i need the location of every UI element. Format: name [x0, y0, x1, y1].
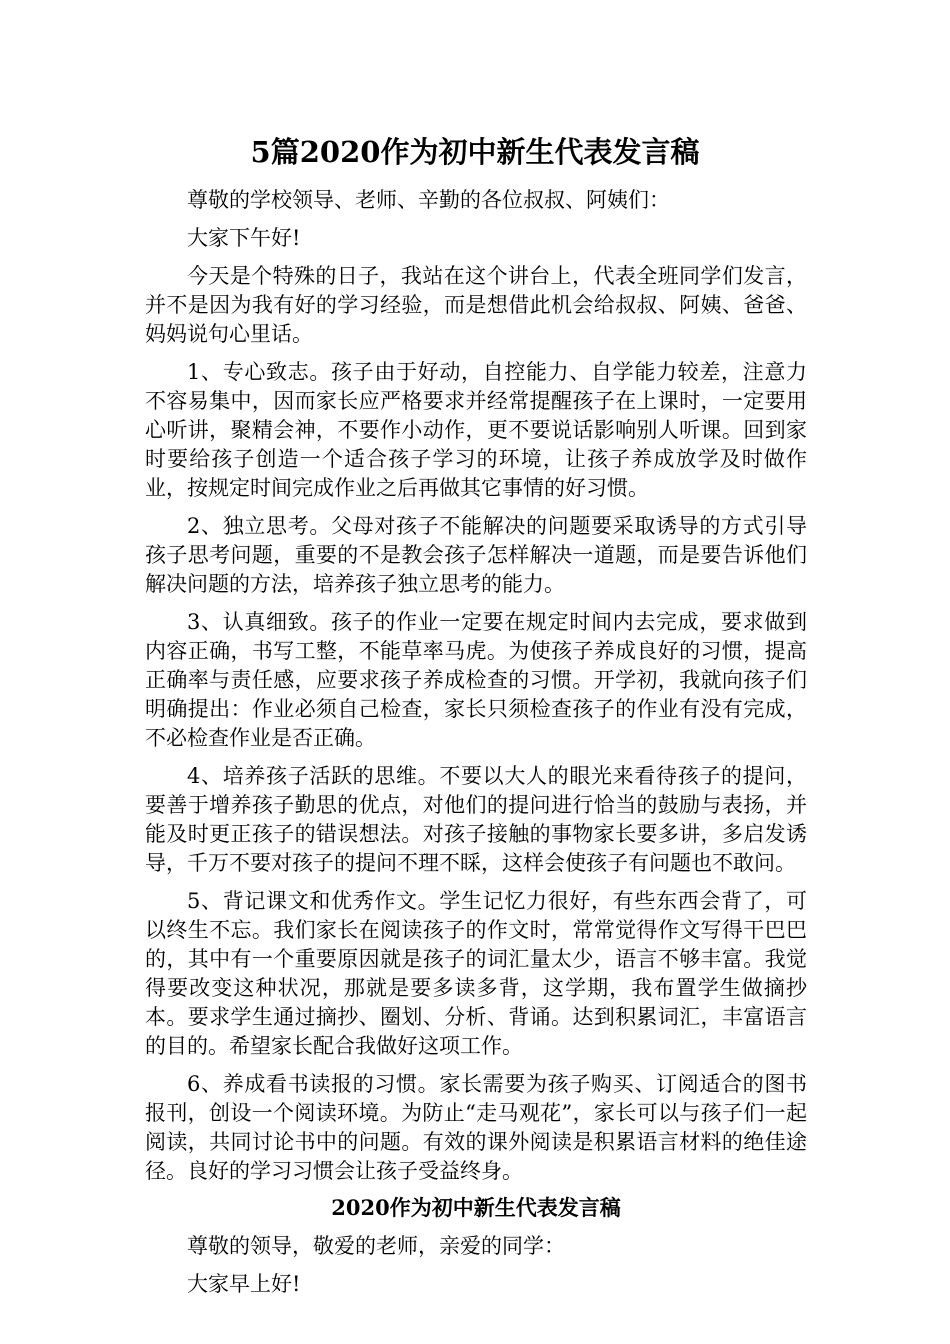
paragraph-salutation-2: 尊敬的领导，敬爱的老师，亲爱的同学： [187, 1234, 565, 1258]
paragraph-point-2: 2、独立思考。父母对孩子不能解决的问题要采取诱导的方式引导孩子思考问题，重要的不是教会孩子怎样解决一道题，而是要告诉他们解决问题的方法，培养孩子独立思考的能力。 [145, 514, 807, 596]
paragraph-point-1: 1、专心致志。孩子由于好动，自控能力、自学能力较差，注意力不容易集中，因而家长应严格要求并经常提醒孩子在上课时，一定要用心听讲，聚精会神，不要作小动作，更不要说话影响别人听课。回到家时要给孩子创造一个适合孩子学习的环境，让孩子养成放学及时做作业，按规定时间完成作业之后再做其它事情的好习惯。 [145, 360, 807, 500]
paragraph-point-6: 6、养成看书读报的习惯。家长需要为孩子购买、订阅适合的图书报刊，创设一个阅读环境。为防止“走马观花”，家长可以与孩子们一起阅读，共同讨论书中的问题。有效的课外阅读是积累语言材料的绝佳途径。良好的学习习惯会让孩子受益终身。 [145, 1072, 807, 1183]
document-title: 5篇2020作为初中新生代表发言稿 [250, 135, 700, 169]
document-body [145, 186, 807, 1308]
paragraph-intro: 今天是个特殊的日子，我站在这个讲台上，代表全班同学们发言，并不是因为我有好的学习经验，而是想借此机会给叔叔、阿姨、爸爸、妈妈说句心里话。 [145, 264, 807, 346]
paragraph-salutation: 尊敬的学校领导、老师、辛勤的各位叔叔、阿姨们： [187, 188, 670, 212]
paragraph-point-3: 3、认真细致。孩子的作业一定要在规定时间内去完成，要求做到内容正确，书写工整，不能草率马虎。为使孩子养成良好的习惯，提高正确率与责任感，应要求孩子养成检查的习惯。开学初，我就向孩子们明确提出：作业必须自己检查，家长只须检查孩子的作业有没有完成，不必检查作业是否正确。 [145, 610, 807, 750]
paragraph-greeting-2: 大家早上好! [187, 1272, 301, 1296]
paragraph-greeting: 大家下午好! [187, 226, 301, 250]
paragraph-point-4: 4、培养孩子活跃的思维。不要以大人的眼光来看待孩子的提问，要善于增养孩子勤思的优点，对他们的提问进行恰当的鼓励与表扬，并能及时更正孩子的错误想法。对孩子接触的事物家长要多讲，多启发诱导，千万不要对孩子的提问不理不睬，这样会使孩子有问题也不敢问。 [145, 764, 807, 875]
section-subtitle: 2020作为初中新生代表发言稿 [331, 1195, 621, 1220]
paragraph-point-5: 5、背记课文和优秀作文。学生记忆力很好，有些东西会背了，可以终生不忘。我们家长在阅读孩子的作文时，常常觉得作文写得干巴巴的，其中有一个重要原因就是孩子的词汇量太少，语言不够丰富。我觉得要改变这种状况，那就是要多读多背，这学期，我布置学生做摘抄本。要求学生通过摘抄、圈划、分析、背诵。达到积累词汇，丰富语言的目的。希望家长配合我做好这项工作。 [145, 889, 807, 1058]
